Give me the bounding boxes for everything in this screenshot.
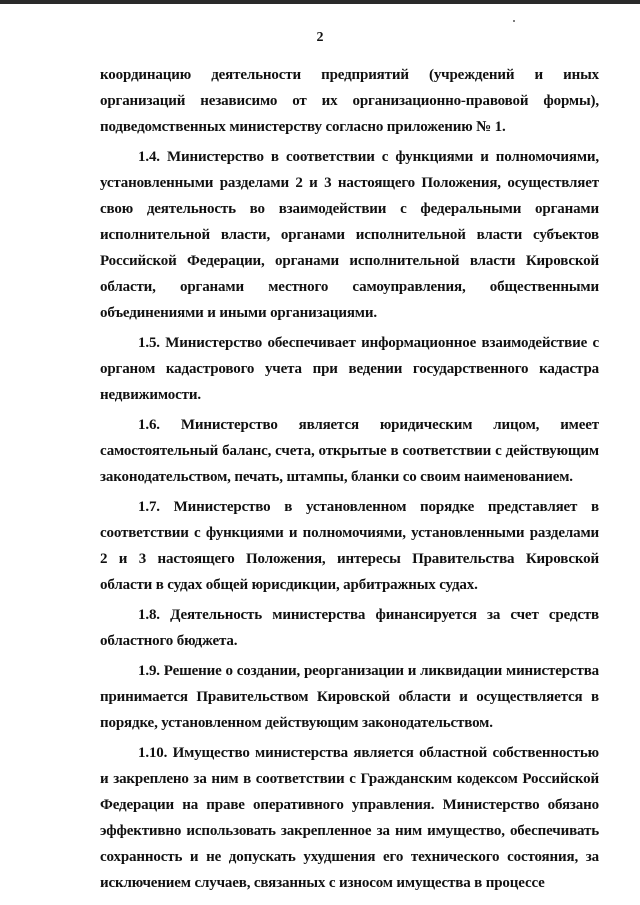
page-number: 2 xyxy=(316,30,324,45)
paragraph-1-4: 1.4. Министерство в соответствии с функциями и полномочиями, установленными разделами 2 и 3 настоящего Положения, осуществляет свою деятельность во взаимодействии с федеральными органами исполнительной власти, органами исполнительной власти субъектов Российской Федерации, органами исполнительной власти Кировской области, органами местного самоуправления, общественными объединениями и иными организациями. xyxy=(100,149,599,321)
paragraph-1-10: 1.10. Имущество министерства является областной собственностью и закреплено за ним в соответствии с Гражданским кодексом Российской Федерации на праве оперативного управления. Министерство обязано эффективно использовать закрепленное за ним имущество, обеспечивать сохранность и не допускать ухудшения его технического состояния, за исключением случаев, связанных с износом имущества в процессе xyxy=(100,745,599,891)
document-body xyxy=(100,62,599,900)
paragraph-1-6: 1.6. Министерство является юридическим лицом, имеет самостоятельный баланс, счета, открытые в соответствии с действующим законодательством, печать, штампы, бланки со своим наименованием. xyxy=(100,417,599,485)
paragraph-1-8: 1.8. Деятельность министерства финансируется за счет средств областного бюджета. xyxy=(100,607,599,649)
paragraph-1-5: 1.5. Министерство обеспечивает информационное взаимодействие с органом кадастрового учета при ведении государственного кадастра недвижимости. xyxy=(100,335,599,403)
paragraph-1-7: 1.7. Министерство в установленном порядке представляет в соответствии с функциями и полномочиями, установленными разделами 2 и 3 настоящего Положения, интересы Правительства Кировской области в судах общей юрисдикции, арбитражных судах. xyxy=(100,499,599,593)
scan-top-border xyxy=(0,0,640,4)
paragraph-1-9: 1.9. Решение о создании, реорганизации и ликвидации министерства принимается Правительством Кировской области и осуществляется в порядке, установленном действующим законодательством. xyxy=(100,663,599,731)
paragraph-continuation: координацию деятельности предприятий (учреждений и иных организаций независимо от их организационно-правовой формы), подведомственных министерству согласно приложению № 1. xyxy=(100,67,599,135)
scan-speck xyxy=(513,20,515,22)
